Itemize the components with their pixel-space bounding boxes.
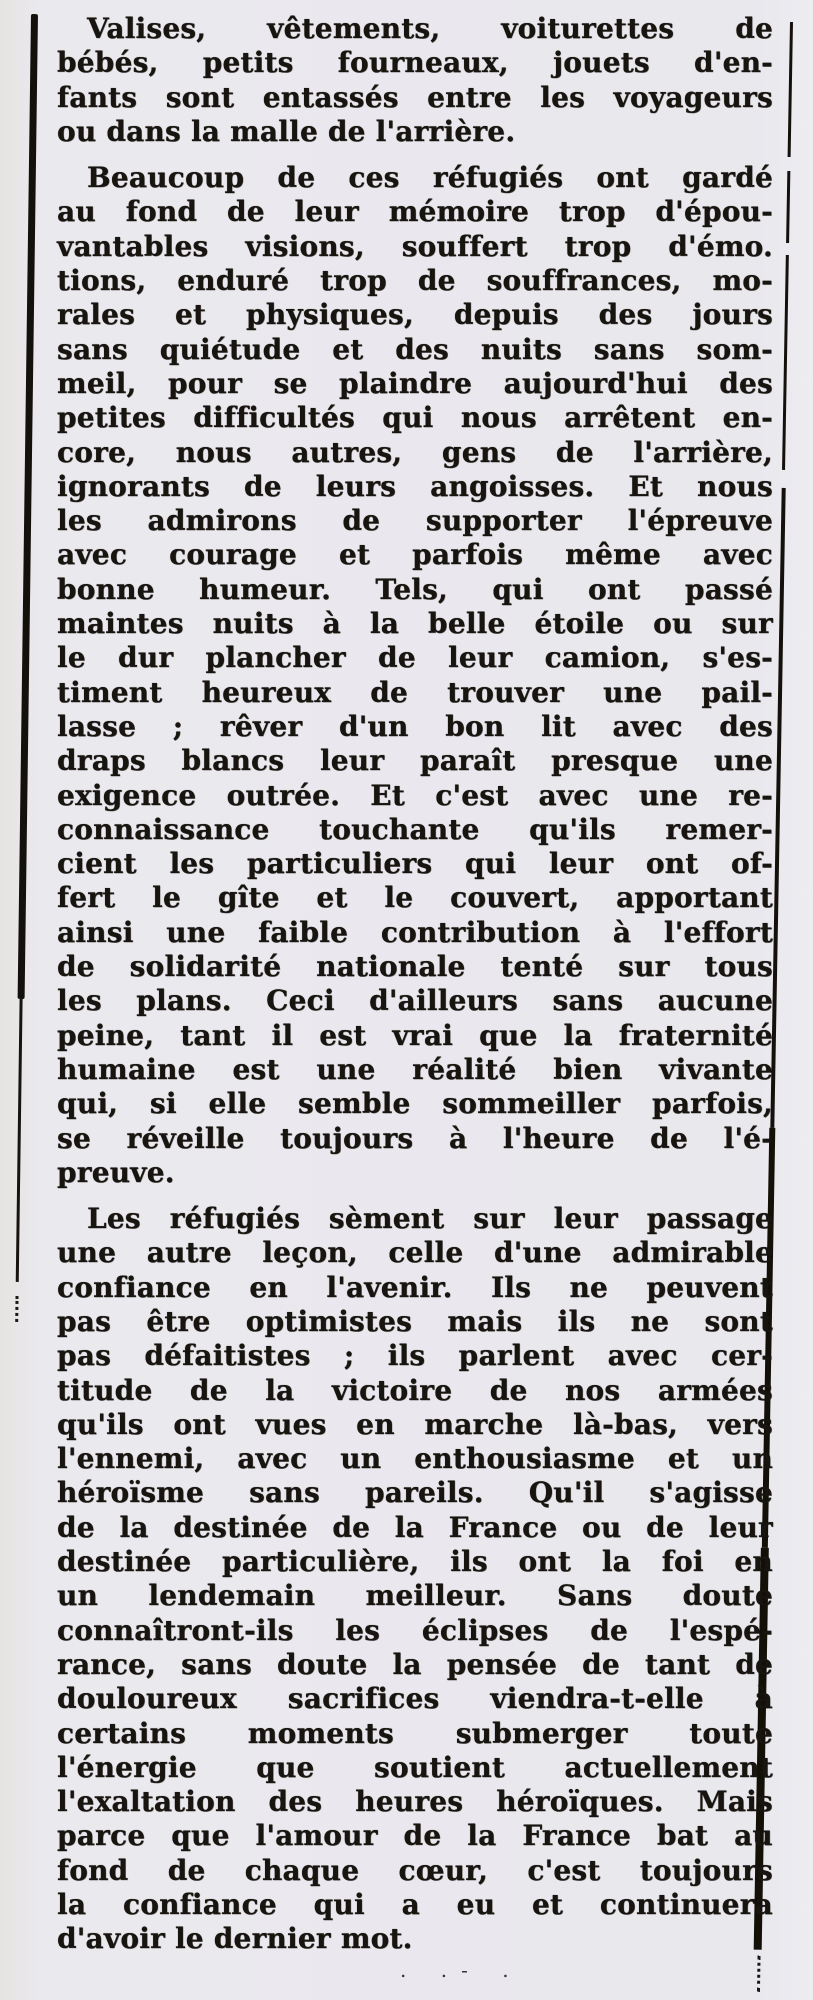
text-line: l'exaltation des heures héroïques. Mais	[57, 1785, 773, 1819]
text-line: humaine est une réalité bien vivante	[57, 1052, 773, 1086]
text-line: confiance en l'avenir. Ils ne peuvent	[57, 1270, 773, 1304]
text-line: core, nous autres, gens de l'arrière,	[57, 435, 773, 469]
text-line: certains moments submerger toute	[57, 1716, 773, 1750]
text-line: se réveille toujours à l'heure de l'é-	[57, 1121, 773, 1155]
left-column-rule	[13, 14, 39, 1322]
text-line: de la destinée de la France ou de leur	[57, 1510, 773, 1544]
text-line: fert le gîte et le couvert, apportant	[57, 881, 773, 915]
text-line: une autre leçon, celle d'une admirable	[57, 1236, 773, 1270]
text-line: timent heureux de trouver une pail-	[57, 675, 773, 709]
text-line: avec courage et parfois même avec	[57, 538, 773, 572]
text-line: bébés, petits fourneaux, jouets d'en-	[57, 46, 773, 80]
text-line: lasse ; rêver d'un bon lit avec des	[57, 709, 773, 743]
text-line: un lendemain meilleur. Sans doute	[57, 1579, 773, 1613]
text-line: connaîtront-ils les éclipses de l'espé-	[57, 1613, 773, 1647]
text-line: maintes nuits à la belle étoile ou sur	[57, 607, 773, 641]
left-column-rule-thick-segment	[18, 14, 38, 999]
text-line: fond de chaque cœur, c'est toujours	[57, 1853, 773, 1887]
text-line: parce que l'amour de la France bat au	[57, 1819, 773, 1853]
text-line: tions, enduré trop de souffrances, mo-	[57, 264, 773, 298]
text-line: connaissance touchante qu'ils remer-	[57, 812, 773, 846]
text-line: rance, sans doute la pensée de tant de	[57, 1647, 773, 1681]
text-line: de solidarité nationale tenté sur tous	[57, 950, 773, 984]
text-line: ou dans la malle de l'arrière.	[57, 114, 516, 148]
text-line: qui, si elle semble sommeiller parfois,	[57, 1087, 773, 1121]
text-line: peine, tant il est vrai que la fraternité	[57, 1018, 773, 1052]
text-line: la confiance qui a eu et continuera	[57, 1888, 773, 1922]
left-column-rule-thin-segment	[16, 999, 23, 1282]
print-artifact-dots: . .- .	[400, 1958, 523, 1982]
text-line: le dur plancher de leur camion, s'es-	[57, 641, 773, 675]
text-line: d'avoir le dernier mot.	[57, 1922, 413, 1956]
text-line: l'énergie que soutient actuellement	[57, 1750, 773, 1784]
text-line: ainsi une faible contribution à l'effort	[57, 915, 773, 949]
text-line: pas défaitistes ; ils parlent avec cer-	[57, 1339, 773, 1373]
text-line: rales et physiques, depuis des jours	[57, 298, 773, 332]
text-line: douloureux sacrifices viendra-t-elle à	[57, 1682, 773, 1716]
text-line: au fond de leur mémoire trop d'épou-	[57, 195, 773, 229]
paragraph	[57, 1202, 773, 1957]
text-line: héroïsme sans pareils. Qu'il s'agisse	[57, 1476, 773, 1510]
text-line: preuve.	[57, 1155, 175, 1189]
left-column-rule-dotted-tail	[15, 1296, 21, 1322]
text-line: l'ennemi, avec un enthousiasme et un	[57, 1442, 773, 1476]
right-column-rule-segment	[782, 255, 789, 470]
text-line: fants sont entassés entre les voyageurs	[57, 80, 773, 114]
text-line: Beaucoup de ces réfugiés ont gardé	[87, 161, 773, 195]
text-line: bonne humeur. Tels, qui ont passé	[57, 572, 773, 606]
text-line: meil, pour se plaindre aujourd'hui des	[57, 366, 773, 400]
text-line: pas être optimistes mais ils ne sont	[57, 1304, 773, 1338]
text-line: exigence outrée. Et c'est avec une re-	[57, 778, 773, 812]
text-line: destinée particulière, ils ont la foi en	[57, 1545, 773, 1579]
right-column-rule-segment	[788, 22, 793, 157]
text-line: draps blancs leur paraît presque une	[57, 744, 773, 778]
text-line: Les réfugiés sèment sur leur passage	[87, 1202, 773, 1236]
text-line: titude de la victoire de nos armées	[57, 1373, 773, 1407]
text-line: Valises, vêtements, voiturettes de	[87, 12, 773, 45]
right-column-rule-segment	[786, 171, 790, 243]
text-line: qu'ils ont vues en marche là-bas, vers	[57, 1407, 773, 1441]
text-line: ignorants de leurs angoisses. Et nous	[57, 469, 773, 503]
right-column-rule-dotted-tail	[757, 1956, 764, 1992]
article-text	[57, 12, 773, 1957]
paragraph	[57, 161, 773, 1190]
paragraph	[57, 12, 773, 149]
text-line: vantables visions, souffert trop d'émo.	[57, 229, 773, 263]
text-line: sans quiétude et des nuits sans som-	[57, 332, 773, 366]
text-line: les plans. Ceci d'ailleurs sans aucune	[57, 984, 773, 1018]
text-line: les admirons de supporter l'épreuve	[57, 504, 773, 538]
text-line: petites difficultés qui nous arrêtent en-	[57, 401, 773, 435]
text-line: cient les particuliers qui leur ont of-	[57, 847, 773, 881]
